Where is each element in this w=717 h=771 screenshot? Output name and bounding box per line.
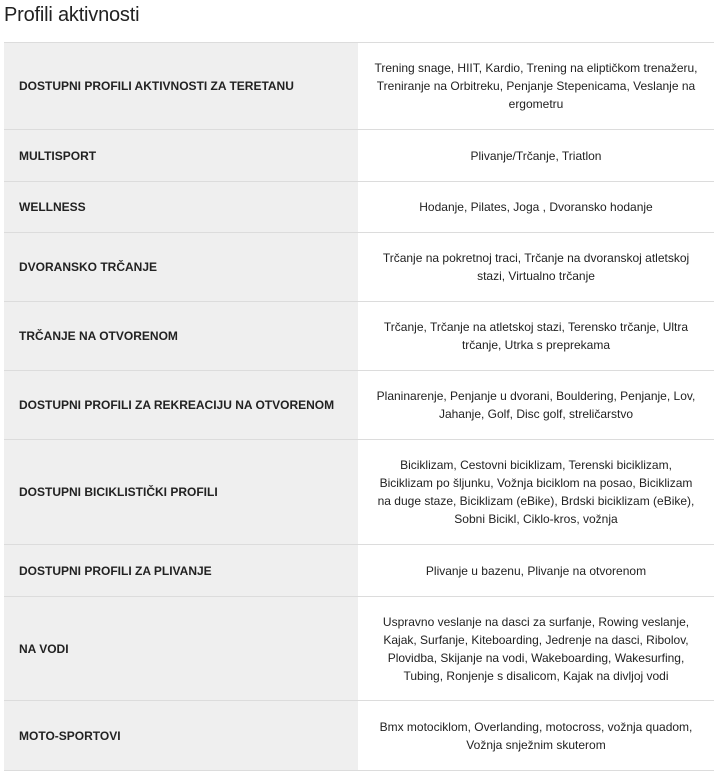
row-label: DOSTUPNI BICIKLISTIČKI PROFILI	[4, 440, 358, 545]
row-value: Planinarenje, Penjanje u dvorani, Bouldering, Penjanje, Lov, Jahanje, Golf, Disc golf, streličarstvo	[358, 371, 714, 440]
row-label: DOSTUPNI PROFILI ZA REKREACIJU NA OTVORENOM	[4, 371, 358, 440]
row-value: Uspravno veslanje na dasci za surfanje, Rowing veslanje, Kajak, Surfanje, Kiteboarding, Jedrenje na dasci, Ribolov, Plovidba, Skijanje na vodi, Wakeboarding, Wakesurfing, Tubing, Ronjenje s disalicom, Kajak na divljoj vodi	[358, 597, 714, 701]
row-label: WELLNESS	[4, 182, 358, 233]
page-title: Profili aktivnosti	[4, 4, 140, 26]
row-value: Trčanje na pokretnoj traci, Trčanje na dvoranskoj atletskoj stazi, Virtualno trčanje	[358, 233, 714, 302]
table-row	[4, 371, 714, 440]
row-value: Plivanje u bazenu, Plivanje na otvorenom	[358, 545, 714, 597]
table-row	[4, 43, 714, 130]
row-label: TRČANJE NA OTVORENOM	[4, 302, 358, 371]
table-row	[4, 597, 714, 701]
table-row	[4, 440, 714, 545]
row-label: MULTISPORT	[4, 130, 358, 182]
table-row	[4, 233, 714, 302]
row-label: DVORANSKO TRČANJE	[4, 233, 358, 302]
activity-profiles-table	[4, 42, 714, 771]
table-row	[4, 182, 714, 233]
row-value: Bmx motociklom, Overlanding, motocross, vožnja quadom, Vožnja snježnim skuterom	[358, 701, 714, 771]
table-row	[4, 130, 714, 182]
table-row	[4, 545, 714, 597]
row-value: Hodanje, Pilates, Joga , Dvoransko hodanje	[358, 182, 714, 233]
row-value: Biciklizam, Cestovni biciklizam, Terenski biciklizam, Biciklizam po šljunku, Vožnja biciklom na posao, Biciklizam na duge staze, Biciklizam (eBike), Brdski biciklizam (eBike), Sobni Bicikl, Ciklo-kros, vožnja	[358, 440, 714, 545]
row-label: MOTO-SPORTOVI	[4, 701, 358, 771]
table-row	[4, 701, 714, 771]
row-label: NA VODI	[4, 597, 358, 701]
row-value: Trčanje, Trčanje na atletskoj stazi, Terensko trčanje, Ultra trčanje, Utrka s preprekama	[358, 302, 714, 371]
row-value: Trening snage, HIIT, Kardio, Trening na eliptičkom trenažeru, Treniranje na Orbitreku, Penjanje Stepenicama, Veslanje na ergometru	[358, 43, 714, 130]
row-value: Plivanje/Trčanje, Triatlon	[358, 130, 714, 182]
row-label: DOSTUPNI PROFILI AKTIVNOSTI ZA TERETANU	[4, 43, 358, 130]
table-row	[4, 302, 714, 371]
row-label: DOSTUPNI PROFILI ZA PLIVANJE	[4, 545, 358, 597]
